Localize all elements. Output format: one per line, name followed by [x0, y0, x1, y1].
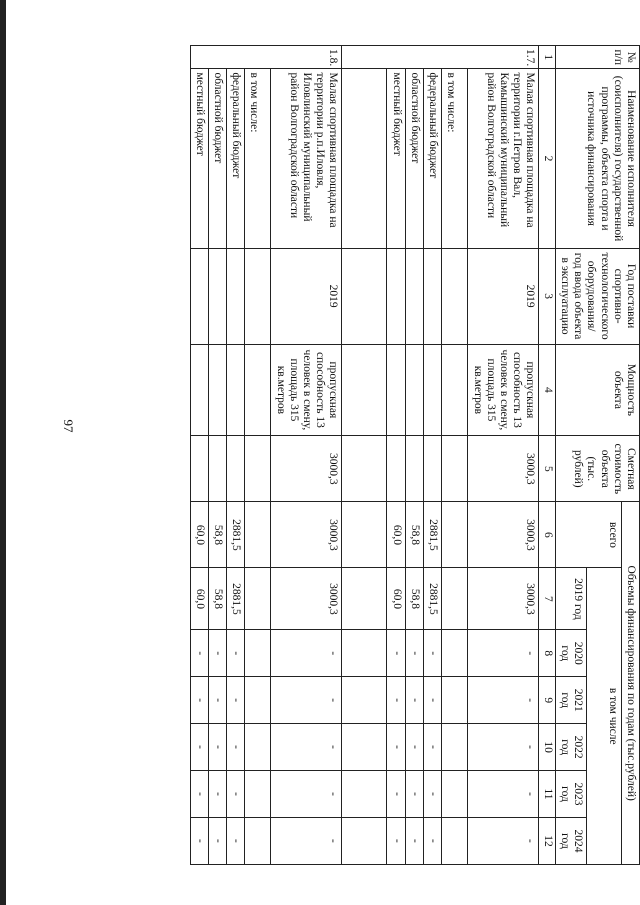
- index-cell: 7: [539, 568, 555, 630]
- value-2024: -: [468, 817, 539, 864]
- table-row: [387, 46, 405, 865]
- header-year: Год поставки спортивно-технологического оборудования/ год ввода объекта в эксплуатацию: [555, 248, 639, 344]
- header-year-2023: 2023 год: [555, 771, 586, 818]
- index-cell: 12: [539, 817, 555, 864]
- object-capacity: пропускная способность 13 человек в смену, площадь 315 кв.метров: [468, 344, 539, 436]
- index-cell: 2: [539, 69, 555, 248]
- including-label: в том числе:: [442, 69, 468, 248]
- source-2020: -: [190, 630, 208, 677]
- column-index-row: [539, 46, 555, 865]
- object-name: Малая спортивная площадка на территории г.Петров Вал, Камышинский муниципальный район Волгоградской области: [468, 69, 539, 248]
- total-value: 3000,3: [468, 502, 539, 568]
- table-row: [271, 46, 342, 865]
- object-cost: 3000,3: [271, 436, 342, 502]
- value-2020: -: [271, 630, 342, 677]
- source-total: 2881,5: [423, 502, 441, 568]
- row-number: 1.7.: [342, 46, 539, 69]
- source-name: федеральный бюджет: [226, 69, 244, 248]
- source-2019: 58,8: [405, 568, 423, 630]
- source-2023: -: [208, 771, 226, 818]
- source-2020: -: [423, 630, 441, 677]
- financing-table: [190, 45, 640, 865]
- index-cell: 10: [539, 724, 555, 771]
- header-total: всего: [555, 502, 621, 568]
- header-funding-group: Объемы финансирования по годам (тыс.рублей): [621, 502, 639, 865]
- table-row: [245, 46, 271, 865]
- value-2019: 3000,3: [468, 568, 539, 630]
- index-cell: 3: [539, 248, 555, 344]
- rotated-table-container: [185, 45, 640, 865]
- value-2023: -: [271, 771, 342, 818]
- index-cell: 1: [539, 46, 555, 69]
- source-name: местный бюджет: [190, 69, 208, 248]
- source-total: 2881,5: [226, 502, 244, 568]
- table-row: [190, 46, 208, 865]
- source-2020: -: [226, 630, 244, 677]
- header-capacity: Мощность объекта: [555, 344, 639, 436]
- source-name: федеральный бюджет: [423, 69, 441, 248]
- source-name: областной бюджет: [405, 69, 423, 248]
- source-2024: -: [190, 817, 208, 864]
- source-2021: -: [387, 677, 405, 724]
- source-2019: 60,0: [387, 568, 405, 630]
- object-year: 2019: [271, 248, 342, 344]
- header-cost: Сметная стоимость объекта (тыс. рублей): [555, 436, 639, 502]
- table-row: [442, 46, 468, 865]
- spacer-row: [342, 46, 365, 865]
- source-2024: -: [208, 817, 226, 864]
- value-2020: -: [468, 630, 539, 677]
- page-number: 97: [61, 419, 76, 433]
- source-2021: -: [226, 677, 244, 724]
- source-2023: -: [387, 771, 405, 818]
- source-2019: 2881,5: [226, 568, 244, 630]
- row-number: 1.8.: [190, 46, 342, 69]
- object-name: Малая спортивная площадка на территории р.п.Иловля, Иловлинский муниципальный район Волгоградской области: [271, 69, 342, 248]
- source-total: 60,0: [190, 502, 208, 568]
- index-cell: 4: [539, 344, 555, 436]
- value-2021: -: [468, 677, 539, 724]
- value-2021: -: [271, 677, 342, 724]
- source-2023: -: [423, 771, 441, 818]
- source-2024: -: [226, 817, 244, 864]
- source-2023: -: [405, 771, 423, 818]
- source-total: 60,0: [387, 502, 405, 568]
- source-2023: -: [226, 771, 244, 818]
- index-cell: 9: [539, 677, 555, 724]
- source-2021: -: [190, 677, 208, 724]
- value-2023: -: [468, 771, 539, 818]
- header-year-2021: 2021 год: [555, 677, 586, 724]
- source-total: 58,8: [208, 502, 226, 568]
- source-2022: -: [208, 724, 226, 771]
- index-cell: 6: [539, 502, 555, 568]
- source-2024: -: [405, 817, 423, 864]
- total-value: 3000,3: [271, 502, 342, 568]
- source-2019: 2881,5: [423, 568, 441, 630]
- source-2019: 60,0: [190, 568, 208, 630]
- source-2020: -: [208, 630, 226, 677]
- source-2020: -: [405, 630, 423, 677]
- source-2020: -: [387, 630, 405, 677]
- source-total: 58,8: [405, 502, 423, 568]
- header-including: в том числе: [587, 568, 622, 865]
- table-row: [226, 46, 244, 865]
- value-2024: -: [271, 817, 342, 864]
- page-edge: [0, 0, 6, 905]
- value-2019: 3000,3: [271, 568, 342, 630]
- header-num: № п/п: [555, 46, 639, 69]
- header-year-2019: 2019 год: [555, 568, 586, 630]
- source-2019: 58,8: [208, 568, 226, 630]
- source-2021: -: [423, 677, 441, 724]
- spacer-row: [365, 46, 388, 865]
- source-2022: -: [423, 724, 441, 771]
- source-2024: -: [423, 817, 441, 864]
- header-name: Наименование исполнителя (соисполнителя) государственной программы, объекта спорта и источника финансирования: [555, 69, 639, 248]
- object-year: 2019: [468, 248, 539, 344]
- source-2021: -: [405, 677, 423, 724]
- source-2023: -: [190, 771, 208, 818]
- source-2022: -: [190, 724, 208, 771]
- table-row: [423, 46, 441, 865]
- table-row: [468, 46, 539, 865]
- value-2022: -: [271, 724, 342, 771]
- header-year-2020: 2020 год: [555, 630, 586, 677]
- including-label: в том числе:: [245, 69, 271, 248]
- source-2022: -: [387, 724, 405, 771]
- index-cell: 11: [539, 771, 555, 818]
- value-2022: -: [468, 724, 539, 771]
- source-name: местный бюджет: [387, 69, 405, 248]
- source-2022: -: [226, 724, 244, 771]
- header-year-2022: 2022 год: [555, 724, 586, 771]
- index-cell: 5: [539, 436, 555, 502]
- source-2021: -: [208, 677, 226, 724]
- table-row: [208, 46, 226, 865]
- table-row: [405, 46, 423, 865]
- header-year-2024: 2024 год: [555, 817, 586, 864]
- index-cell: 8: [539, 630, 555, 677]
- object-cost: 3000,3: [468, 436, 539, 502]
- source-name: областной бюджет: [208, 69, 226, 248]
- source-2022: -: [405, 724, 423, 771]
- source-2024: -: [387, 817, 405, 864]
- object-capacity: пропускная способность 13 человек в смену, площадь 315 кв.метров: [271, 344, 342, 436]
